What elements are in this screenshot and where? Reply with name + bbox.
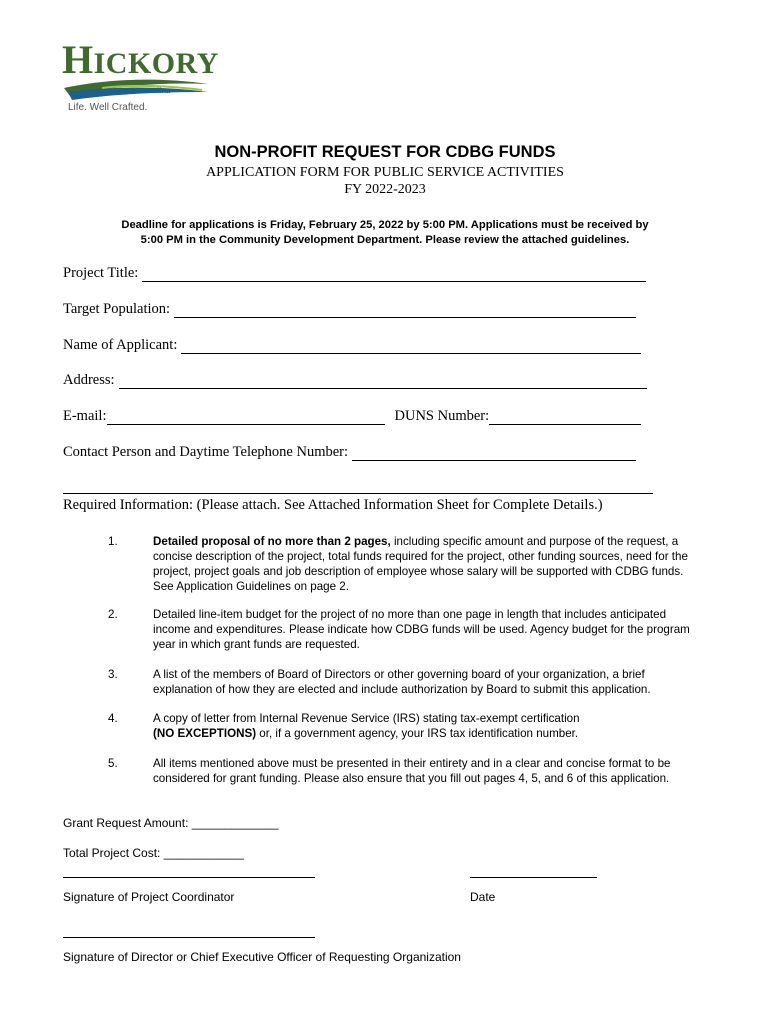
logo-state: North Carolina bbox=[118, 86, 171, 95]
project-title-input[interactable] bbox=[142, 267, 646, 282]
list-item bbox=[108, 534, 708, 594]
applicant-name-input[interactable] bbox=[181, 339, 641, 354]
target-population-label: Target Population: bbox=[63, 301, 171, 317]
email-input[interactable] bbox=[107, 410, 385, 425]
project-title-label: Project Title: bbox=[63, 265, 139, 281]
coordinator-signature-line[interactable] bbox=[63, 877, 315, 878]
director-signature-label: Signature of Director or Chief Executive Officer of Requesting Organization bbox=[63, 950, 461, 964]
coordinator-signature-label: Signature of Project Coordinator bbox=[63, 890, 235, 904]
deadline-line-1: Deadline for applications is Friday, February 25, 2022 by 5:00 PM. Applications must be received by bbox=[121, 219, 649, 231]
email-field bbox=[63, 408, 641, 425]
list-item bbox=[108, 607, 708, 652]
director-signature-line[interactable] bbox=[63, 937, 315, 938]
contact-extra-line[interactable] bbox=[63, 493, 653, 494]
item-text: or, if a government agency, your IRS tax identification number. bbox=[256, 727, 579, 740]
list-item bbox=[108, 667, 708, 697]
fiscal-year: FY 2022-2023 bbox=[344, 182, 426, 197]
item-text: including specific amount and purpose of the request, a concise description of the project, total funds required for the project, other funding sources, need for the project, project goals and job description of employee whose salary will be supported with CDBG funds. See Application Guidelines on page 2. bbox=[153, 535, 688, 593]
hickory-logo bbox=[62, 37, 219, 120]
applicant-name-field bbox=[63, 337, 641, 354]
target-population-field bbox=[63, 301, 636, 318]
address-input[interactable] bbox=[119, 374, 647, 389]
required-info-heading: Required Information: (Please attach. See Attached Information Sheet for Complete Details.) bbox=[63, 497, 603, 513]
project-title-field bbox=[63, 265, 646, 282]
item-bold-text: (NO EXCEPTIONS) bbox=[153, 727, 257, 740]
item-number: 3. bbox=[108, 668, 118, 681]
date-signature-line[interactable] bbox=[470, 877, 597, 878]
total-project-cost[interactable]: Total Project Cost: ____________ bbox=[63, 846, 244, 860]
page-subtitle: APPLICATION FORM FOR PUBLIC SERVICE ACTIVITIES bbox=[206, 165, 564, 180]
page-title: NON-PROFIT REQUEST FOR CDBG FUNDS bbox=[214, 143, 556, 161]
item-number: 2. bbox=[108, 608, 118, 621]
email-label: E-mail: bbox=[63, 408, 107, 424]
duns-input[interactable] bbox=[489, 410, 641, 425]
item-text: A list of the members of Board of Directors or other governing board of your organization, a brief explanation of how they are elected and include authorization by Board to submit this application. bbox=[153, 668, 651, 696]
item-text: All items mentioned above must be presented in their entirety and in a clear and concise format to be considered for grant funding. Please also ensure that you fill out pages 4, 5, and 6 of this application. bbox=[153, 757, 671, 785]
list-item bbox=[108, 711, 708, 741]
contact-label: Contact Person and Daytime Telephone Number: bbox=[63, 444, 349, 460]
contact-input[interactable] bbox=[352, 446, 636, 461]
contact-field bbox=[63, 444, 636, 461]
list-item bbox=[108, 756, 708, 786]
item-text: Detailed line-item budget for the project of no more than one page in length that includes anticipated income and expenditures. Please indicate how CDBG funds will be used. Agency budget for the program year in which grant funds are requested. bbox=[153, 608, 690, 651]
item-bold-text: Detailed proposal of no more than 2 pages, bbox=[153, 535, 391, 548]
applicant-name-label: Name of Applicant: bbox=[63, 337, 178, 353]
item-number: 4. bbox=[108, 712, 118, 725]
deadline-notice bbox=[70, 218, 700, 248]
item-text: A copy of letter from Internal Revenue Service (IRS) stating tax-exempt certification bbox=[153, 712, 580, 725]
address-label: Address: bbox=[63, 372, 115, 388]
date-label: Date bbox=[470, 890, 496, 904]
logo-swoosh-icon bbox=[62, 62, 212, 102]
grant-request-amount[interactable]: Grant Request Amount: _____________ bbox=[63, 816, 279, 830]
address-field bbox=[63, 372, 647, 389]
deadline-line-2: 5:00 PM in the Community Development Department. Please review the attached guidelines. bbox=[140, 234, 630, 246]
target-population-input[interactable] bbox=[174, 303, 636, 318]
item-number: 5. bbox=[108, 757, 118, 770]
item-number: 1. bbox=[108, 535, 118, 548]
logo-tagline: Life. Well Crafted. bbox=[68, 102, 148, 113]
duns-label: DUNS Number: bbox=[394, 408, 490, 424]
logo-wordmark: HICKORY bbox=[62, 37, 219, 82]
